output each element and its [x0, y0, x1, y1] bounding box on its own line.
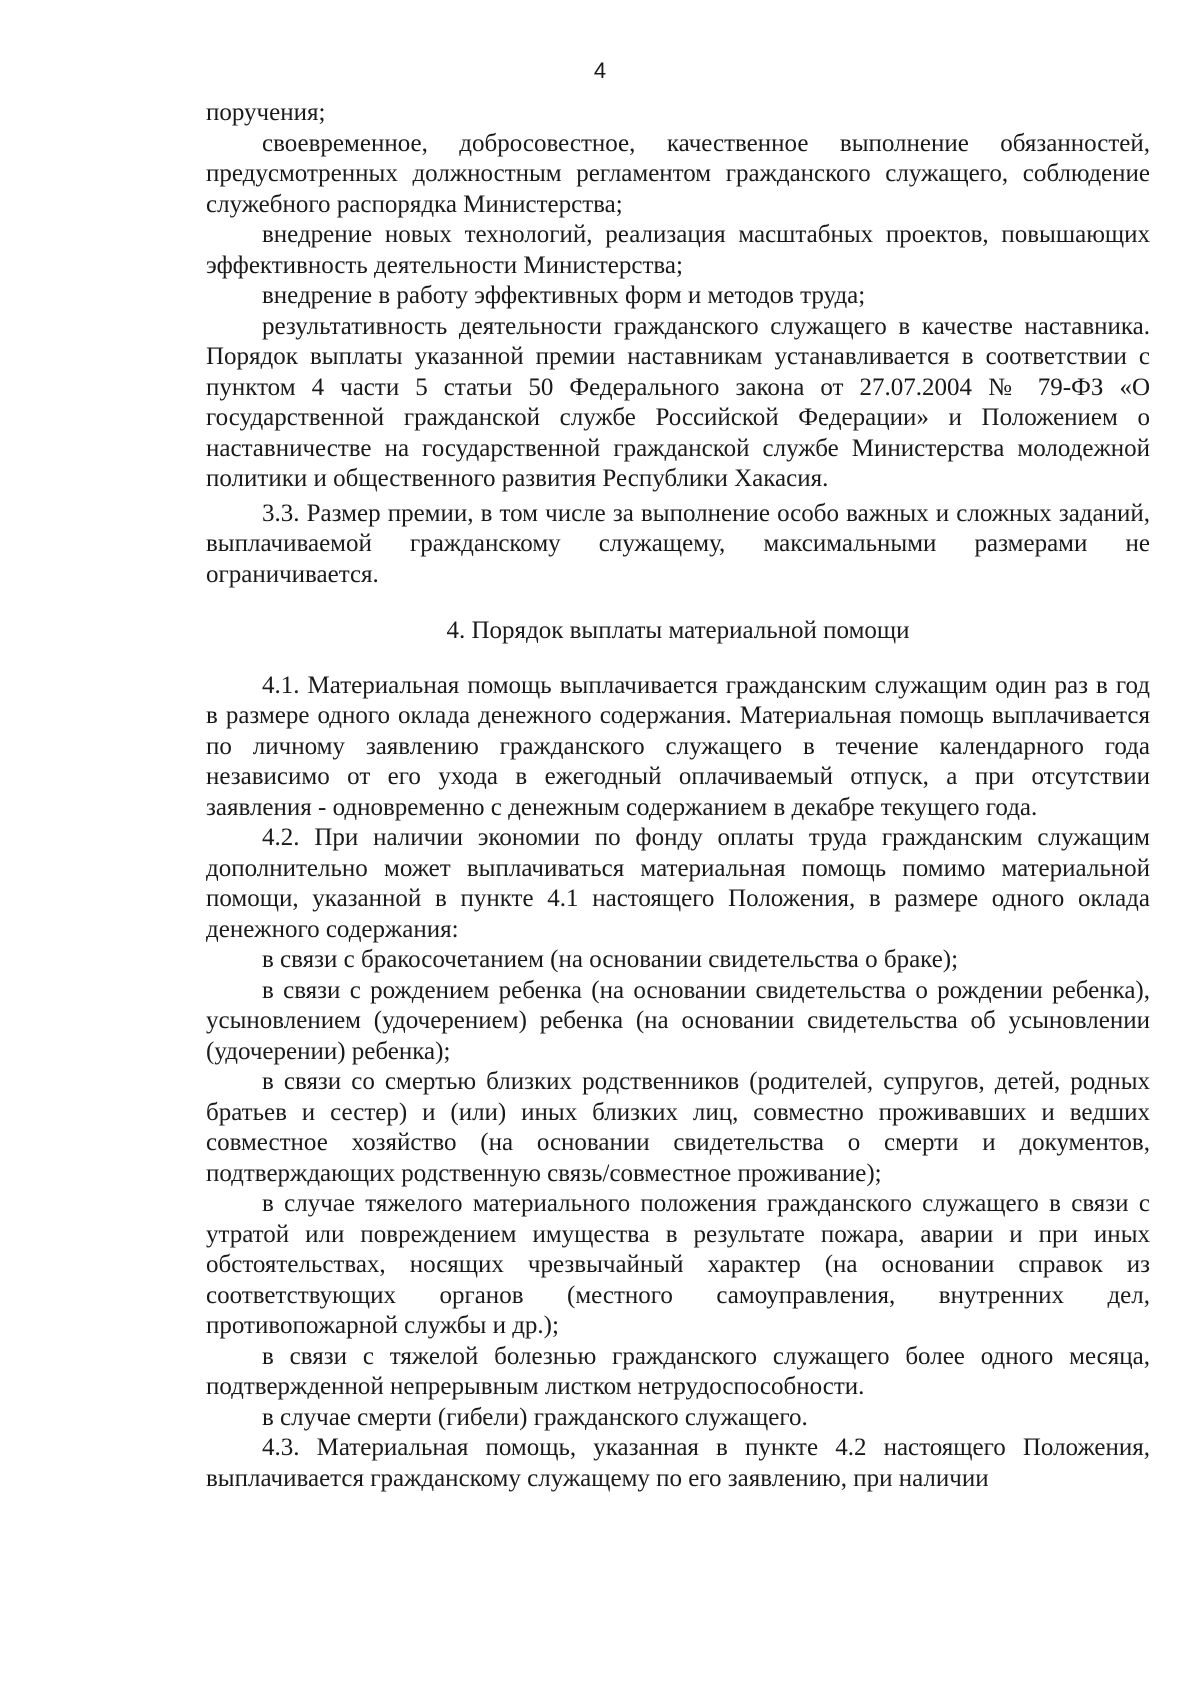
paragraph: внедрение в работу эффективных форм и методов труда; — [262, 282, 866, 309]
paragraph: внедрение новых технологий, реализация масштабных проектов, повышающих эффективность деятельности Министерства; — [206, 221, 1150, 279]
paragraph: 4.1. Материальная помощь выплачивается гражданским служащим один раз в год в размере одного оклада денежного содержания. Материальная помощь выплачивается по личному заявлению гражданского служащего в течение календарного года независимо от его ухода в ежегодный оплачиваемый отпуск, а при отсутствии заявления - одновременно с денежным содержанием в декабре текущего года. — [206, 671, 1150, 821]
paragraph: результативность деятельности гражданского служащего в качестве наставника. Порядок выплаты указанной премии наставникам устанавливается в соответствии с пунктом 4 части 5 статьи 50 Федерального закона от 27.07.2004 № 79-ФЗ «О государственной гражданской службе Российской Федерации» и Положением о наставничестве на государственной гражданской службе Министерства молодежной политики и общественного развития Республики Хакасия. — [206, 312, 1150, 492]
list-item: в связи с бракосочетанием (на основании свидетельства о браке); — [262, 946, 959, 973]
paragraph: поручения; — [206, 99, 326, 126]
paragraph: 4.2. При наличии экономии по фонду оплаты труда гражданским служащим дополнительно может выплачиваться материальная помощь помимо материальной помощи, указанной в пункте 4.1 настоящего Положения, в размере одного оклада денежного содержания: — [206, 824, 1150, 943]
page-number: 4 — [593, 58, 607, 83]
document-body — [206, 98, 1150, 1494]
list-item: в связи с тяжелой болезнью гражданского служащего более одного месяца, подтвержденной непрерывным листком нетрудоспособности. — [206, 1342, 1150, 1400]
paragraph: своевременное, добросовестное, качественное выполнение обязанностей, предусмотренных должностным регламентом гражданского служащего, соблюдение служебного распорядка Министерства; — [206, 129, 1150, 218]
paragraph: 4.3. Материальная помощь, указанная в пункте 4.2 настоящего Положения, выплачивается гражданскому служащему по его заявлению, при наличии — [206, 1434, 1150, 1492]
list-item: в связи со смертью близких родственников (родителей, супругов, детей, родных братьев и сестер) и (или) иных близких лиц, совместно проживавших и ведших совместное хозяйство (на основании свидетельства о смерти и документов, подтверждающих родственную связь/совместное проживание); — [206, 1068, 1150, 1187]
list-item: в связи с рождением ребенка (на основании свидетельства о рождении ребенка), усыновлением (удочерением) ребенка (на основании свидетельства об усыновлении (удочерении) ребенка); — [206, 976, 1150, 1065]
paragraph: 3.3. Размер премии, в том числе за выполнение особо важных и сложных заданий, выплачиваемой гражданскому служащему, максимальными размерами не ограничивается. — [206, 499, 1150, 588]
list-item: в случае смерти (гибели) гражданского служащего. — [262, 1403, 808, 1431]
section-heading: 4. Порядок выплаты материальной помощи — [446, 617, 910, 644]
list-item: в случае тяжелого материального положения гражданского служащего в связи с утратой или повреждением имущества в результате пожара, аварии и при иных обстоятельствах, носящих чрезвычайный характер (на основании справок из соответствующих органов (местного самоуправления, внутренних дел, противопожарной службы и др.); — [206, 1190, 1150, 1339]
